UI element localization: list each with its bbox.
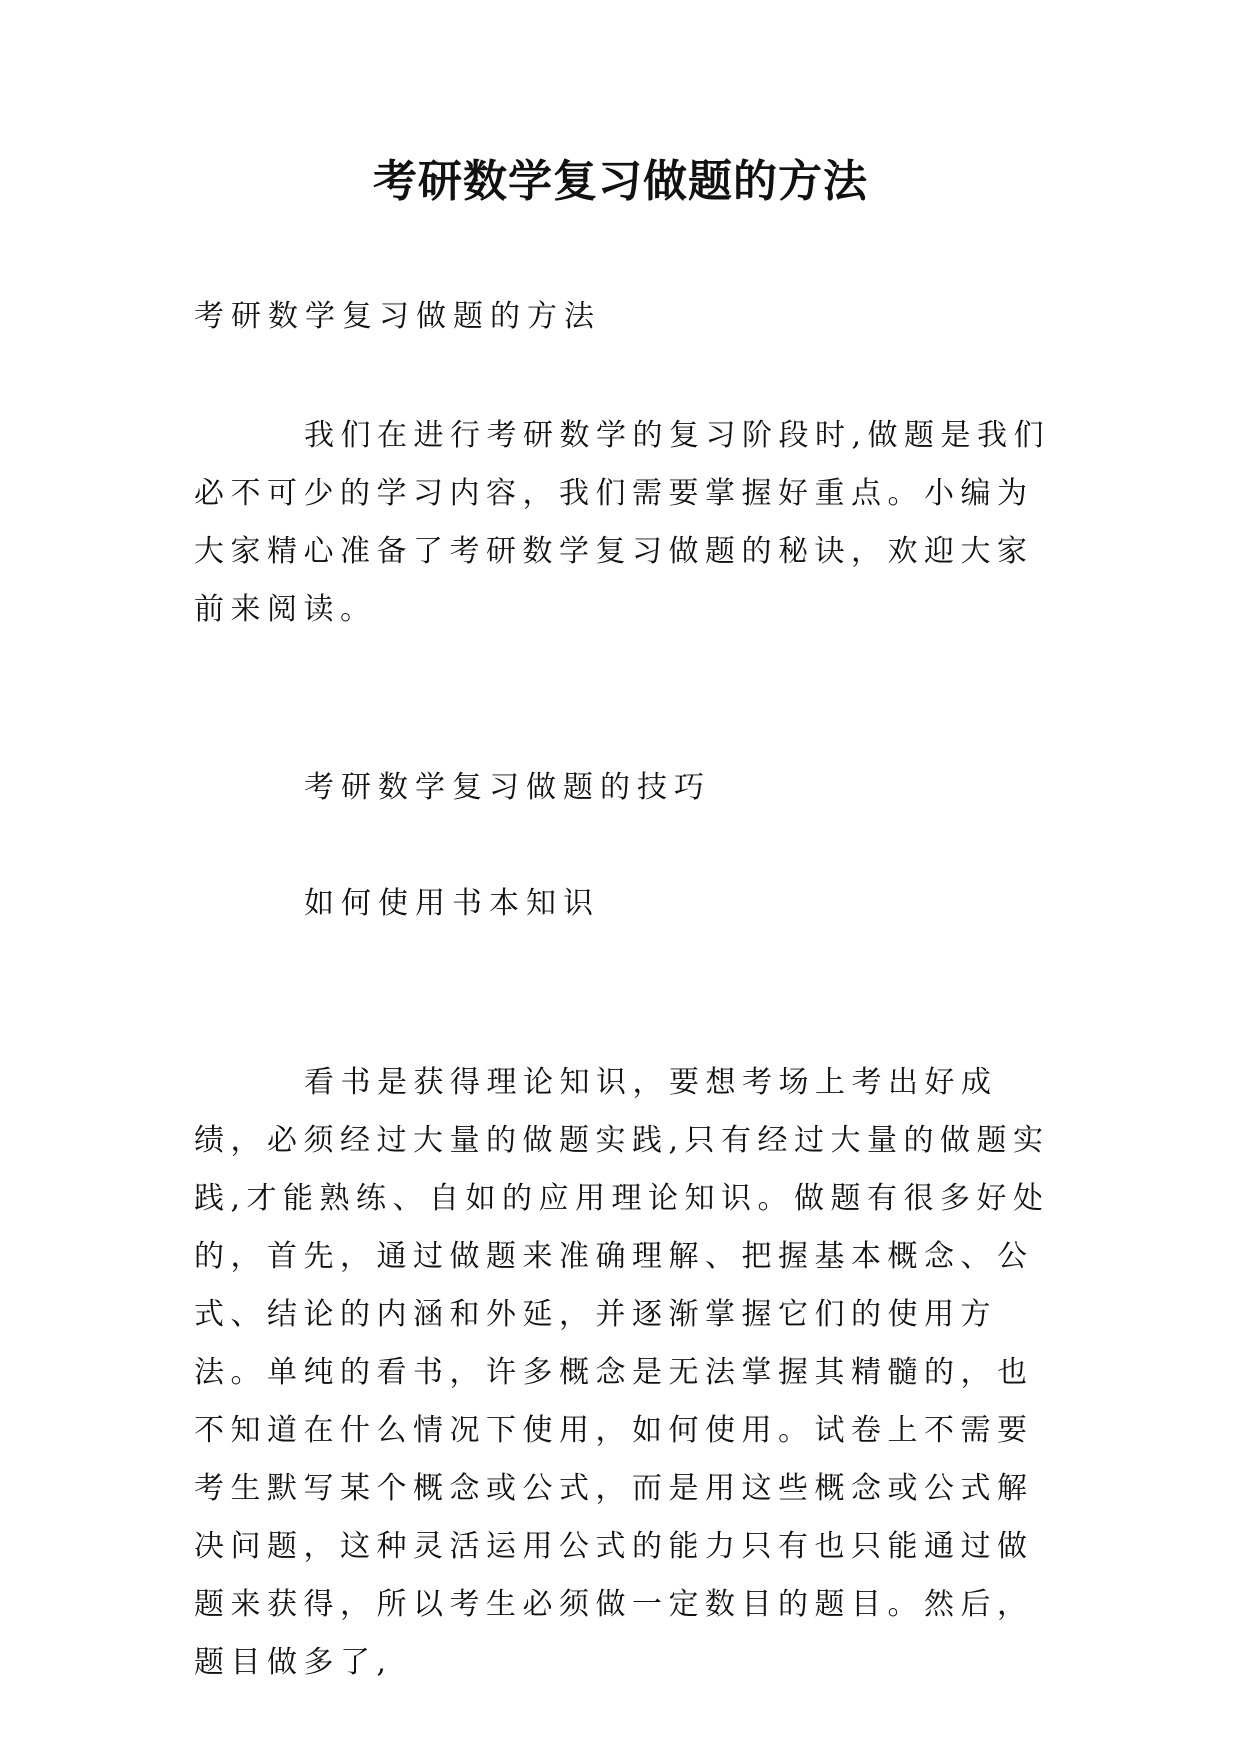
page-title: 考研数学复习做题的方法 [373,156,868,207]
document-subtitle: 考研数学复习做题的方法 [194,299,601,334]
sub-heading: 如何使用书本知识 [304,886,600,921]
section-heading: 考研数学复习做题的技巧 [304,770,711,805]
body-paragraph: 看书是获得理论知识，要想考场上考出好成绩，必须经过大量的做题实践,只有经过大量的做题实践,才能熟练、自如的应用理论知识。做题有很多好处的，首先，通过做题来准确理解、把握基本概念、公式、结论的内涵和外延，并逐渐掌握它们的使用方法。单纯的看书，许多概念是无法掌握其精髓的，也不知道在什么情况下使用，如何使用。试卷上不需要考生默写某个概念或公式，而是用这些概念或公式解决问题，这种灵活运用公式的能力只有也只能通过做题来获得，所以考生必须做一定数目的题目。然后，题目做多了, [194,1065,1050,1680]
intro-paragraph: 我们在进行考研数学的复习阶段时,做题是我们必不可少的学习内容，我们需要掌握好重点。小编为大家精心准备了考研数学复习做题的秘诀，欢迎大家前来阅读。 [194,418,1051,627]
